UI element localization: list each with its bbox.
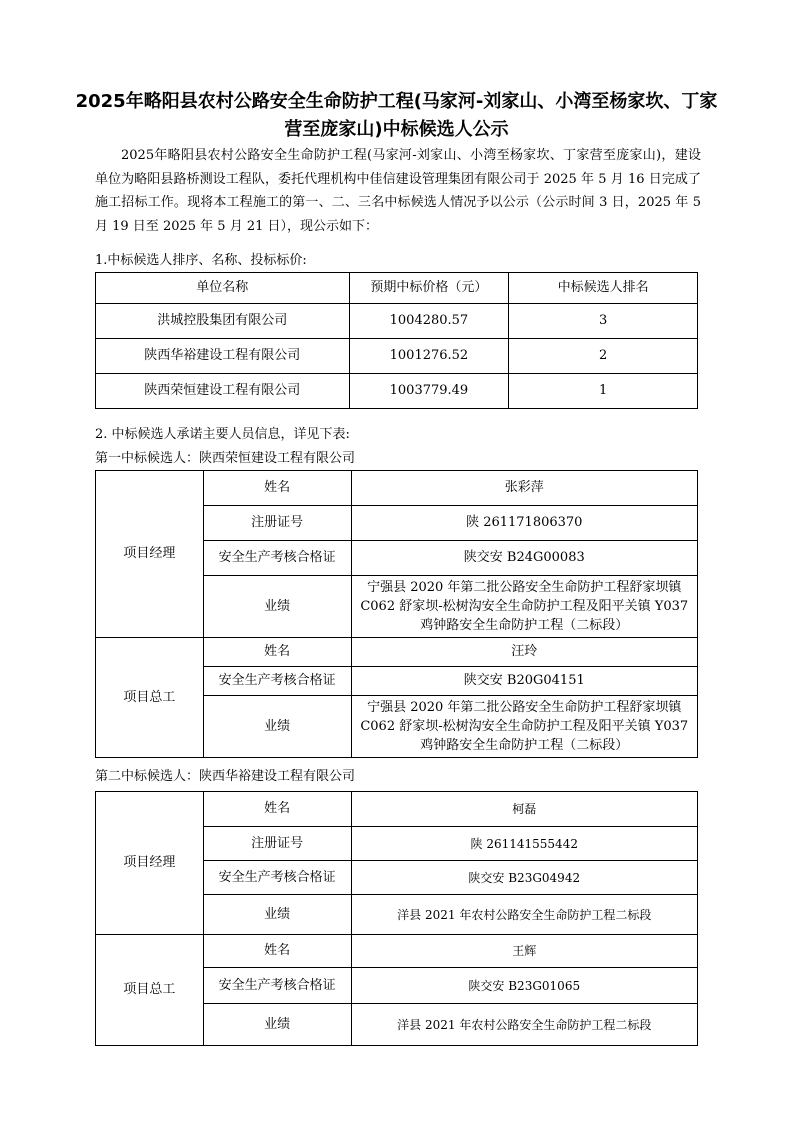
intro-paragraph: 2025年略阳县农村公路安全生命防护工程(马家河-刘家山、小湾至杨家坎、丁家营至庞家山)，建设单位为略阳县路桥测设工程队，委托代理机构中佳信建设管理集团有限公司于 2025 年 5 月 16 日完成了施工招标工作。现将本工程施工的第一、二、三名中标候选人情况予以公示（公示时间 3 日，2025 年 5 月 19 日至 2025 年 5 月 21 日），现公示如下：	[95, 148, 701, 234]
second-candidate-heading: 第二中标候选人：陕西华裕建设工程有限公司	[95, 769, 356, 784]
page-title: 2025年略阳县农村公路安全生命防护工程(马家河-刘家山、小湾至杨家坎、丁家营至庞家山)中标候选人公示	[75, 91, 718, 140]
value-cell: 陕交安 B23G01065	[351, 968, 697, 1004]
bid-table	[95, 272, 698, 409]
table-row	[96, 374, 698, 409]
header-cell: 单位名称	[96, 273, 350, 304]
label-cell: 姓名	[203, 638, 351, 667]
company-cell: 洪城控股集团有限公司	[96, 304, 350, 339]
label-cell: 安全生产考核合格证	[203, 861, 351, 895]
table-header-row	[96, 273, 698, 304]
value-cell: 宁强县 2020 年第二批公路安全生命防护工程舒家坝镇 C062 舒家坝-松树沟安全生命防护工程及阳平关镇 Y037 鸡钟路安全生命防护工程（二标段）	[351, 696, 697, 758]
label-cell: 业绩	[203, 895, 351, 935]
table-row	[96, 304, 698, 339]
header-cell: 中标候选人排名	[509, 273, 698, 304]
value-cell: 洋县 2021 年农村公路安全生命防护工程二标段	[351, 895, 697, 935]
table-row	[96, 638, 698, 667]
role-cell: 项目经理	[96, 792, 204, 935]
price-cell: 1004280.57	[349, 304, 509, 339]
label-cell: 安全生产考核合格证	[203, 541, 351, 576]
value-cell: 宁强县 2020 年第二批公路安全生命防护工程舒家坝镇 C062 舒家坝-松树沟安全生命防护工程及阳平关镇 Y037 鸡钟路安全生命防护工程（二标段）	[351, 576, 697, 638]
table-row	[96, 792, 698, 827]
table-row	[96, 471, 698, 506]
label-cell: 安全生产考核合格证	[203, 667, 351, 696]
role-cell: 项目经理	[96, 471, 204, 638]
table-row	[96, 935, 698, 968]
company-cell: 陕西华裕建设工程有限公司	[96, 339, 350, 374]
table-row	[96, 339, 698, 374]
value-cell: 陕 261171806370	[351, 506, 697, 541]
value-cell: 汪玲	[351, 638, 697, 667]
label-cell: 注册证号	[203, 827, 351, 861]
first-candidate-table	[95, 470, 698, 758]
first-candidate-heading: 第一中标候选人：陕西荣恒建设工程有限公司	[95, 451, 356, 466]
label-cell: 业绩	[203, 696, 351, 758]
value-cell: 陕交安 B20G04151	[351, 667, 697, 696]
section2-heading: 2. 中标候选人承诺主要人员信息，详见下表:	[95, 427, 350, 442]
value-cell: 陕交安 B24G00083	[351, 541, 697, 576]
label-cell: 业绩	[203, 576, 351, 638]
label-cell: 安全生产考核合格证	[203, 968, 351, 1004]
value-cell: 洋县 2021 年农村公路安全生命防护工程二标段	[351, 1004, 697, 1046]
second-candidate-table	[95, 791, 698, 1046]
role-cell: 项目总工	[96, 638, 204, 758]
company-cell: 陕西荣恒建设工程有限公司	[96, 374, 350, 409]
section1-heading: 1.中标候选人排序、名称、投标标价:	[95, 253, 307, 268]
label-cell: 姓名	[203, 935, 351, 968]
value-cell: 王辉	[351, 935, 697, 968]
role-cell: 项目总工	[96, 935, 204, 1046]
label-cell: 注册证号	[203, 506, 351, 541]
price-cell: 1003779.49	[349, 374, 509, 409]
value-cell: 柯磊	[351, 792, 697, 827]
rank-cell: 3	[509, 304, 698, 339]
label-cell: 姓名	[203, 471, 351, 506]
label-cell: 业绩	[203, 1004, 351, 1046]
value-cell: 陕交安 B23G04942	[351, 861, 697, 895]
label-cell: 姓名	[203, 792, 351, 827]
rank-cell: 2	[509, 339, 698, 374]
value-cell: 陕 261141555442	[351, 827, 697, 861]
value-cell: 张彩萍	[351, 471, 697, 506]
rank-cell: 1	[509, 374, 698, 409]
header-cell: 预期中标价格（元）	[349, 273, 509, 304]
price-cell: 1001276.52	[349, 339, 509, 374]
